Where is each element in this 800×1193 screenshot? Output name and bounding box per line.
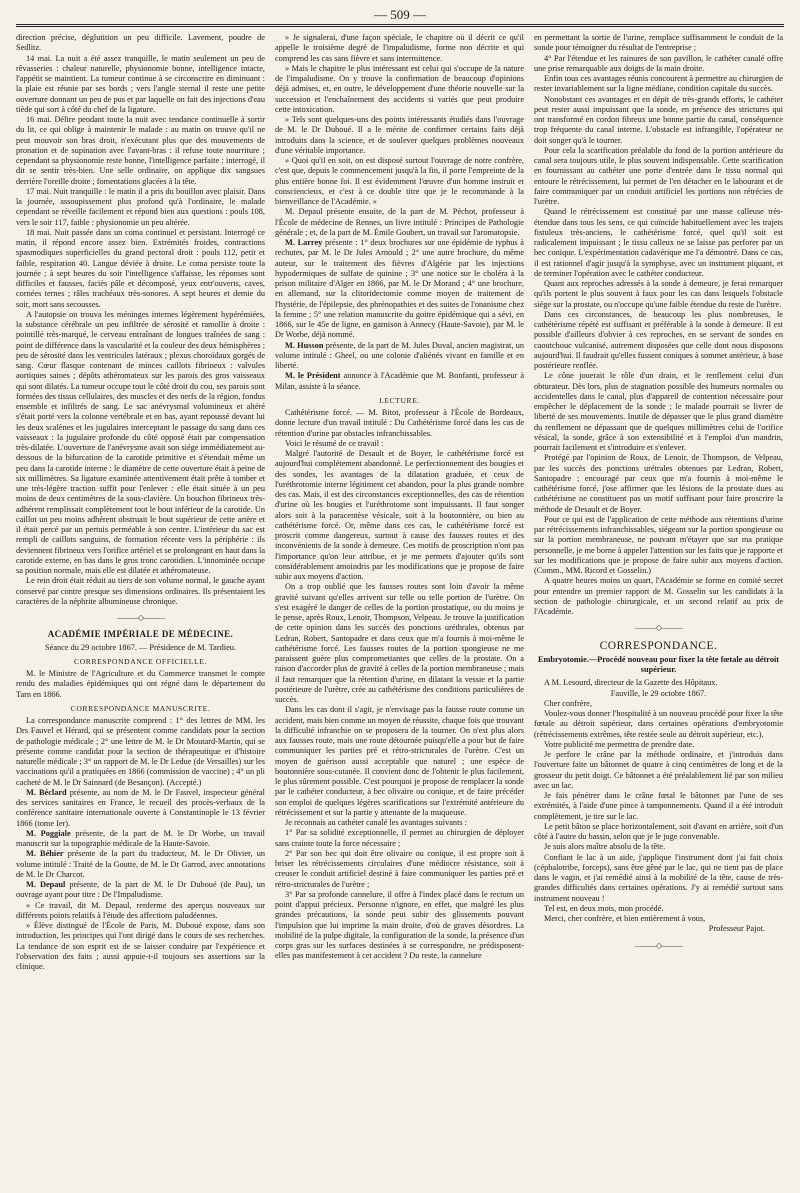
paragraph: Dans ces circonstances, de beaucoup les plus nombreuses, le cathétérisme répété est suffisant et préférable à la sonde à demeure. Il est possible d'ailleurs d'obvier à ces reproches, en se servant de sondes en caoutchouc vulcanisé, autrement disposées que celle dont nous disposons aujourd'hui. Il faudrait qu'elles fussent coniques à sommet antérieur, à base postérieure renflée. xyxy=(534,309,783,370)
paragraph: Voici le résumé de ce travail : xyxy=(285,438,384,448)
paragraph: » Mais le chapitre le plus intéressant est celui qui s'occupe de la nature de l'impaludisme. On y trouve la confirmation de beaucoup d'opinions déjà admises, et, en outre, le développement d'une théorie nouvelle sur la succession et l'enchaînement des accidents si variés que peut produire cette intoxication. xyxy=(275,63,524,114)
paragraph-beclard xyxy=(16,788,265,829)
subheading-lecture: LECTURE. xyxy=(379,395,420,405)
paragraph: A l'autopsie on trouva les méninges internes légèrement hypérémiées, la substance cérébrale un peu infiltrée de sérosité et ramollie à droite : pointillé très-marqué, le cerveau entraînant de longues traînées de sang : point de différence dans la vascularité et la couleur des deux hémisphères ; peu de sérosité dans les ventricules latéraux ; plexus choroïdaux gorgés de sang. Cœur flasque contenant de minces caillots fibrineux : valvules aortiques saines ; dépôts athéromateux sur les parois des gros vaisseaux qui sont dilatés. La tumeur occupe tout le côté droit du cou, ses parois sont formées des tissus cellulaires, des muscles et des nerfs de la région, fondus ensemble et infiltrés de sang. Le sac anévrysmal volumineux et altéré s'était porté vers la colonne vertébrale et en bas, ayant repoussé devant lui les deux scalènes et les jugulaires interceptant le passage du sang dans ces vaisseaux : la jugulaire profonde du côté opposé était par compensation très-dilatée. L'ouverture de l'anévrysme avait son siége immédiatement au-dessous de la bifurcation de la carotide primitive et s'étendait même un peu dans la carotide interne : le diamètre de cette ouverture était à peine de six millimètres. Sa ligature examinée attentivement était prête à tomber et une très-légère traction suffit pour l'enlever : elle était située à un peu moins de deux centimètres de la sous-clavière. Un bouchon fibrineux très-adhérent remplissait complètement tout le bout inférieur de la carotide. Un caillot un peu moins adhérent obstruait le bout supérieur de cette artère et il était percé par un pertuis perméable à son centre. L'intérieur du sac est rempli de caillots sanguins, de formation récente vers la périphérie : ils deviennent fibrineux vers l'orifice artériel et se prolongeant en haut dans la carotide externe, en bas dans le gros tronc carotidien. L'innominée occupe sa position normale, mais elle est dilatée et athéromateuse. xyxy=(16,309,265,575)
section-separator: ———◇——— xyxy=(116,613,165,622)
paragraph: Pour cela la scarification préalable du fond de la portion antérieure du canal sera toujours utile, le plus souvent indispensable. Cette scarification en fournissant au cathéter une porte d'entrée dans le tissu normal qui entoure le rétrécissement, lui permet de l'en détacher en le labourant et de faire communiquer par un conduit artificiel les portions non rétrécies de l'urètre. xyxy=(534,145,783,206)
paragraph: » Tels sont quelques-uns des points intéressants étudiés dans l'ouvrage de M. le Dr Duboué. Il a le mérite de confirmer certains faits déjà introduits dans la science, et de soulever quelques problèmes nouveaux d'une véritable importance. xyxy=(275,115,524,155)
paragraph: Votre publicité me permettra de prendre date. xyxy=(544,739,695,749)
paragraph: Voulez-vous donner l'hospitalité à un nouveau procédé pour fixer la tête fœtale au détroit supérieur, dans certaines opérations d'embryotomie (rétrécissements extrêmes, tête restée seule au détroit supérieur, etc.). xyxy=(534,709,783,739)
paragraph: Nonobstant ces avantages et en dépit de très-grands efforts, le cathéter peut rester aussi impuissant que la sonde, en présence des strictures qui ont transformé en cordon fibreux une bonne partie du canal, conséquence trop fréquente du canal interne. L'obstacle est infrangible, l'opérateur ne doit songer qu'à le tourner. xyxy=(534,94,783,145)
paragraph: La correspondance manuscrite comprend : 1° des lettres de MM. les Drs Fauvel et Hérard, qui se présentent comme candidats pour la section de pathologie médicale ; 2° une lettre de M. le Dr Moutard-Martin, qui se présente comme candidat pour la section de thérapeutique et d'histoire naturelle médicale ; 3° un rapport de M. le Dr Ledue (de Versailles) sur les vaccinations qu'il a pratiquées en 1866 (commission de vaccine) ; 4° un pli cacheté de M. le Dr Sainnard (de Besançon). (Accepté.) xyxy=(16,716,265,787)
paragraph-husson xyxy=(275,341,524,372)
paragraph: 18 mai. Nuit passée dans un coma continuel et persistant. Interrogé ce matin, il répond encore assez bien. Extrémités froides, contractions spasmodiques superficielles du grand pectoral droit : pouls 112, petit et faible, respiration 40. Langue déviée à droite. Le coma persiste toute la journée ; à sept heures du soir l'intelligence s'affaisse, les réponses sont difficiles et fausses, faciès pâle et décomposé, yeux entr'ouverts, caves, cornées ternes ; râles trachéaux très-sonores. A sept heures et demie du soir, mort sans secousses. xyxy=(16,227,265,309)
paragraph-depaul xyxy=(16,880,265,901)
speaker-text: présente, de la part de M. le Dr Worbe, un travail manuscrit sur la topographie médicale de la Haute-Savoie. xyxy=(16,828,265,848)
paragraph: 17 mai. Nuit tranquille : le matin il a pris du bouillon avec plaisir. Dans la journée, assoupissement plus profond qu'à l'ordinaire, le malade cependant se réveille facilement et répond bien aux questions : pouls 108, vers le soir 117, faible : physionomie un peu altérée. xyxy=(16,186,265,227)
page-number: — 509 — xyxy=(374,7,426,22)
letter-addressee: A M. Lesourd, directeur de la Gazette des Hôpitaux. xyxy=(544,678,718,688)
letter-signature: Professeur Pajot. xyxy=(708,924,765,934)
speaker-name: M. Depaul xyxy=(26,880,66,889)
column-middle xyxy=(275,33,524,1183)
paragraph: M. le Ministre de l'Agriculture et du Commerce transmet le compte rendu des maladies épidémiques qui ont régné dans le département du Tarn en 1866. xyxy=(16,669,265,699)
session-line: Séance du 29 octobre 1867. — Présidence de M. Tardieu. xyxy=(45,642,236,652)
paragraph: 16 mai. Délire pendant toute la nuit avec tendance continuelle à sortir du lit, ce qui oblige à maintenir le malade : au matin on trouve qu'il ne peut mouvoir son bras droit, n'exécutant plus que des mouvements de pronation et de supination avec l'avant-bras : il refuse toute nourriture ; cependant sa physionomie reste bonne, l'intelligence parfaite : interrogé, il dit se sentir très-bien. Une selle ordinaire, on applique dix sangsues derrière l'oreille droite ; fomentations glacées à la tête. xyxy=(16,115,265,186)
paragraph: Le petit bâton se place horizontalement, soit d'avant en arrière, soit d'un côté à l'autre du bassin, selon que je le juge convenable. xyxy=(534,821,783,841)
paragraph: » Quoi qu'il en soit, on est disposé surtout l'ouvrage de notre confrère, c'est que, depuis le commencement jusqu'à la fin, il porte l'empreinte de la plus entière bonne foi. Il est évidemment l'œuvre d'un homme instruit et consciencieux, et c'est à ce double titre que je le recommande à la bienveillance de l'Académie. » xyxy=(275,156,524,206)
subheading-official: CORRESPONDANCE OFFICIELLE. xyxy=(74,656,207,666)
paragraph: Enfin tous ces avantages réunis concourent à permettre au chirurgien de rester invariablement sur la ligne médiane, condition capitale du succès. xyxy=(534,74,783,94)
paragraph-bitot: Cathétérisme forcé. — M. Bitot, professeur à l'École de Bordeaux, donne lecture d'un travail intitulé : Du Cathétérisme forcé dans les cas de rétention d'urine par obstacles infranchissables. xyxy=(275,408,524,438)
section-title-academy: ACADÉMIE IMPÉRIALE DE MÉDECINE. xyxy=(47,629,234,640)
speaker-text: présente, de la part de M. Jules Duval, ancien magistrat, un volume intitulé : Gheel, ou une colonie d'aliénés vivant en famille et en liberté. xyxy=(275,340,524,370)
paragraph: 2° Par son bec qui doit être olivaire ou conique, il est propre soit à briser les rétrécissements circulaires d'une médiocre résistance, soit à creuser le conduit artificiel destiné à faire communiquer les parties pré et rétro-stricturales de l'urètre ; xyxy=(275,848,524,889)
paragraph: Je suis alors maître absolu de la tête. xyxy=(544,842,666,852)
speaker-text: présente : 1° deux brochures sur une épidémie de typhus à rechutes, par M. le Dr Jules Arnould ; 2° une autre brochure, du même auteur, sur le traitement des fièvres d'Algérie par les injections hypodermiques de sulfate de quinine ; 3° une notice sur le choléra à la prison militaire d'Alger en 1866, par M. le Dr Morand ; 4° une brochure, en allemand, sur la clitoridectomie comme moyen de traitement de l'hystérie, de l'épilepsie, des phrénopathies et des suites de l'onanisme chez la femme ; 5° une relation manuscrite du goitre épidémique qui a sévi, en 1866, sur le 45e de ligne, en garnison à Annecy (Haute-Savoie), par M. le Dr Worbe, déjà nommé. xyxy=(275,238,524,340)
paragraph: 1° Par sa solidité exceptionnelle, il permet au chirurgien de déployer sans crainte toute la force nécessaire ; xyxy=(275,828,524,848)
article-title: Embryotomie.—Procédé nouveau pour fixer la tête fœtale au détroit supérieur. xyxy=(537,654,780,674)
section-separator: ———◇——— xyxy=(634,623,683,633)
paragraph: Tel est, en deux mots, mon procédé. xyxy=(544,903,664,913)
paragraph-president xyxy=(275,371,524,392)
speaker-text: annonce à l'Académie que M. Bonfanti, professeur à Milan, assiste à la séance. xyxy=(275,371,524,391)
paragraph: Je perfore le crâne par la méthode ordinaire, et j'introduis dans l'ouverture faite un bâtonnet de quatre à cinq centimètres de long et de la grosseur du petit doigt. Ce bâtonnet a été préalablement lié par son milieu avec un lac. xyxy=(534,750,783,790)
letter-salutation: Cher confrère, xyxy=(544,698,592,708)
paragraph: Je fais pénétrer dans le crâne fœtal le bâtonnet par l'une de ses extrémités, à l'aide d'une pince à tamponnements. Quand il a été introduit complètement, je tire sur le lac. xyxy=(534,791,783,821)
column-right xyxy=(534,33,783,1183)
paragraph: Dans les cas dont il s'agit, je n'envisage pas la fausse route comme un accident, mais bien comme un moyen de réussite, chaque fois que trouvant la difficulté infranchie on se proposera de la tourner. On n'est plus alors aux fausses route, mais une route détournée puisqu'elle a pour but de faire communiquer les parties pré et rétro-stricturales de l'urètre. C'est un moyen de guérison aussi acceptable que naturel ; une espèce de boutonnière sous-cutanée. Il convient donc de l'obtenir le plus facilement, le plus sûrement possible. C'est pourquoi je propose de remplacer la sonde par le cathéter conducteur, à bec olivaire ou conique, et de faire précéder son emploi de quelques légères scarifications sur l'extrémité antérieure du rétrécissement et sur la partie y attenante de la muqueuse. xyxy=(275,705,524,817)
paragraph: Le cône jouerait le rôle d'un drain, et le renflement celui d'un obturateur. Dès lors, plus de stagnation possible des humeurs normales ou accidentelles dans le canal, plus d'appareil de contention nécessaire pour empêcher le déplacement de la sonde ; le malade pourrait se livrer de liberté de ses mouvements. Inutile de dépasser que le plus grand diamètre du renflement ne dépassant que de quelques millimètres celui de l'orifice vésical, la sonde, grâce à son extensibilité et à l'emploi d'un mandrin, pourrait facilement et s'introduire et s'enlever. xyxy=(534,371,783,452)
paragraph: direction précise, déglutition un peu difficile. Lavement, poudre de Sedlitz. xyxy=(16,33,265,53)
paragraph: Malgré l'autorité de Desault et de Boyer, le cathétérisme forcé est aujourd'hui complétement abandonné. Le perfectionnement des bougies et des sondes, les avantages de la dilatation graduée, et ceux de l'uréthrotomie interne légitiment cet abandon, pour la plus grande nombre des cas. Mais, il est des circonstances exceptionnelles, des cas de rétention d'urine où les bougies et l'uréthrotome sont impuissants. Il faut songer alors soit à la paracentèse vésicale, soit à la boutonnière, ou bien au cathétérisme forcé. Or, même dans ces cas, le cathétérisme forcé est proscrit comme dangereux, surtout à cause des fausses routes et des inconvénients de la sonde à demeure. Ces motifs de proscription n'ont pas l'importance qu'on leur attribue, et je me permets d'ajouter qu'ils sont considérablement amoindris par les modifications que je propose de faire subir aux moyens d'action. xyxy=(275,449,524,581)
speaker-text: présente de la part du traducteur, M. le Dr Olivier, un volume intitulé : Traité de la Goutte, de M. le Dr Garrod, avec annotations de M. le Dr Charcot. xyxy=(16,849,265,879)
column-left xyxy=(16,33,265,1183)
paragraph: en permettant la sortie de l'urine, remplace suffisamment le conduit de la sonde pour témoigner du résultat de l'entreprise ; xyxy=(534,33,783,53)
section-separator: ———◇——— xyxy=(634,940,683,950)
paragraph: 3° Par sa profonde cannelure, il offre à l'index placé dans le rectum un point d'appui précieux. Personne n'ignore, en effet, que malgré les plus grandes précautions, la sonde peut subir des glissements pouvant l'impulsion que lui imprime la main droite, d'où de graves désordres. La mobilité de la pulpe digitale, la configuration de la sonde, la présence d'un corps gras sur les surfaces destinées à se correspondre, ne prédisposent-elles pas manifestement à cet accident ? Du reste, la cannelure xyxy=(275,889,524,961)
subheading-manuscript: CORRESPONDANCE MANUSCRITE. xyxy=(70,703,211,713)
paragraph: Confiant le lac à un aide, j'applique l'instrument dont j'ai fait choix (céphalotribe, forceps), sans être gêné par le lac, qui ne tient pas de place dans le vagin, et j'ai remédié ainsi à la mobilité de la tête, cause de très-grandes difficultés dans certaines opérations. J'y ai remédié surtout sans instrument nouveau ! xyxy=(534,852,783,903)
speaker-text: présente, au nom de M. le Dr Fauvel, inspecteur général des services sanitaires en France, le recueil des procès-verbaux de la conférence sanitaire internationale ouverte à Constantinople le 13 février 1866 (tome Ier). xyxy=(16,787,265,828)
letter-dateline: Fauville, le 29 octobre 1867. xyxy=(610,688,707,698)
paragraph: » Élève distingué de l'École de Paris, M. Duboué expose, dans son introduction, les principes qui l'ont dirigé dans le cours de ses recherches. La tendance de son esprit est de se laisser conduire par l'expérience et l'observation des faits ; aussi appuie-t-il toujours ses assertions sur la clinique. xyxy=(16,921,265,971)
paragraph: » Je signalerai, d'une façon spéciale, le chapitre où il décrit ce qu'il appelle le troisième degré de l'impaludisme, forme non décrite et qui comprend les cas sans fièvre et sans intermittence. xyxy=(275,33,524,63)
section-title-correspondance: CORRESPONDANCE. xyxy=(599,639,718,652)
paragraph-larrey xyxy=(275,238,524,341)
paragraph: Quant aux reproches adressés à la sonde à demeure, je ferai remarquer qu'ils portent le plus souvent à faux pour les cas dans lesquels l'obstacle siége sur la prostate, ou n'occupe qu'une faible étendue du reste de l'urètre. xyxy=(534,279,783,309)
speaker-name: M. Béclard xyxy=(26,787,67,797)
paragraph: Le rein droit était réduit au tiers de son volume normal, le gauche ayant conservé par contre presque ses dimensions ordinaires. Ils présentaient les caractères de la néphrite albumineuse chronique. xyxy=(16,576,265,606)
header-rule xyxy=(16,24,784,27)
paragraph: A quatre heures moins un quart, l'Académie se forme en comité secret pour entendre un premier rapport de M. Gosselin sur les candidats à la section de pathologie chirurgicale, et un second relatif au prix de l'Académie. xyxy=(534,576,783,616)
speaker-text: présente, de la part de M. le Dr Duboué (de Pau), un ouvrage ayant pour titre : De l'Impaludisme. xyxy=(16,880,265,900)
paragraph-behier xyxy=(16,849,265,880)
speaker-name: M. Béhier xyxy=(26,849,64,859)
paragraph: « Ce travail, dit M. Depaul, renferme des aperçus nouveaux sur différents points relatifs à l'étude des affections paludéennes. xyxy=(16,900,265,920)
paragraph: 4° Par l'étendue et les rainures de son pavillon, le cathéter canalé offre une prise remarquable aux doigts de la main droite. xyxy=(534,53,783,73)
speaker-name: M. le Président xyxy=(285,371,341,381)
paragraph: Merci, cher confrère, et bien entièrement à vous, xyxy=(544,914,706,923)
speaker-name: M. Poggiale xyxy=(26,828,71,838)
paragraph: Protégé par l'opinion de Roux, de Lenoir, de Thompson, de Velpeau, par les succès des ponctions urétrales obtenues par Ledran, Robert, Santopadre ; encouragé par ceux que m'a fournis à moi-même le cathétérisme forcé, j'ose affirmer que les lésions de la prostate dues au cathétérisme ne constituent pas un motif suffisant pour faire proscrire la méthode de Desault et de Boyer. xyxy=(534,453,783,514)
columns xyxy=(16,33,784,1183)
paragraph: On a trop oublié que les fausses routes sont loin d'avoir la même gravité suivant qu'elles arrivent sur telle ou telle portion de l'urètre. On s'est exagéré le danger de celles de la portion prostatique, ou du moins je le pense, après Roux, Lenoir, Thompson, Velpeau. Je trouve la justification de cette opinion dans les succès des ponctions uréthrales, obtenus par Ledran, Robert, Santopadre et dans ceux que m'a fournis à moi-même le cathétérisme forcé. Les fausses routes de la portion spongieuse ne me paraissent guère plus compromettantes que celles de la prostate. On a raison d'accorder plus de gravité à celles de la portion membraneuse ; mais il faut remarquer que la rétention d'urine, en dilatant la vessie et la partie postérieure de l'urètre, crée au cathétérisme des conditions particulières de succès. xyxy=(275,582,524,704)
paragraph: Je reconnais au cathéter canalé les avantages suivants : xyxy=(285,818,467,827)
paragraph: M. Depaul présente ensuite, de la part de M. Péchot, professeur à l'École de médecine de Rennes, un livre intitulé : Principes de Pathologie générale ; et, de la part de M. Émile Goubert, un travail sur l'aromatopsie. xyxy=(275,207,524,237)
paragraph-poggiale xyxy=(16,829,265,850)
paragraph: Pour ce qui est de l'application de cette méthode aux rétentions d'urine par rétrécissements infranchissables, siégeant sur la portion spongieuse ou sur la portion membraneuse, ne pouvant m'étayer que sur ma pratique personnelle, je me borne à appeler l'attention sur les faits que je rapporte et sur les modifications que je propose de faire subir aux moyens d'action. (Comm., MM. Ricord et Gosselin.) xyxy=(534,514,783,575)
speaker-name: M. Larrey xyxy=(285,238,323,247)
paragraph: Quand le rétrécissement est constitué par une masse calleuse très-étendue dans tous les sens, ce qui coïncide habituellement avec les trajets fistuleux très-anciens, le cathétérisme forcé, quel qu'il soit est radicalement impuissant ; le tissu calleux ne se laisse pas perforer par un bec conique. L'expérimentation cadavérique me l'a démontré. Dans ce cas, il est rationnel d'agir jusqu'à la symphyse, avec un instrument piquant, et de terminer l'opération avec le cathéter conducteur. xyxy=(534,207,783,278)
speaker-name: M. Husson xyxy=(285,340,324,350)
paragraph: 14 mai. La nuit a été assez tranquille, le matin seulement un peu de rêvasseries : chaleur naturelle, physionomie bonne, intelligence intacte, l'appétit se maintient. La tumeur continue à se circonscrire en diminuant : la plaie est réunie par ses bords ; vers l'angle sternal il reste une petite ouverture donnant un peu de pus et par laquelle on fait des injections d'eau tiède qui sort à côté du chef de la ligature. xyxy=(16,53,265,114)
